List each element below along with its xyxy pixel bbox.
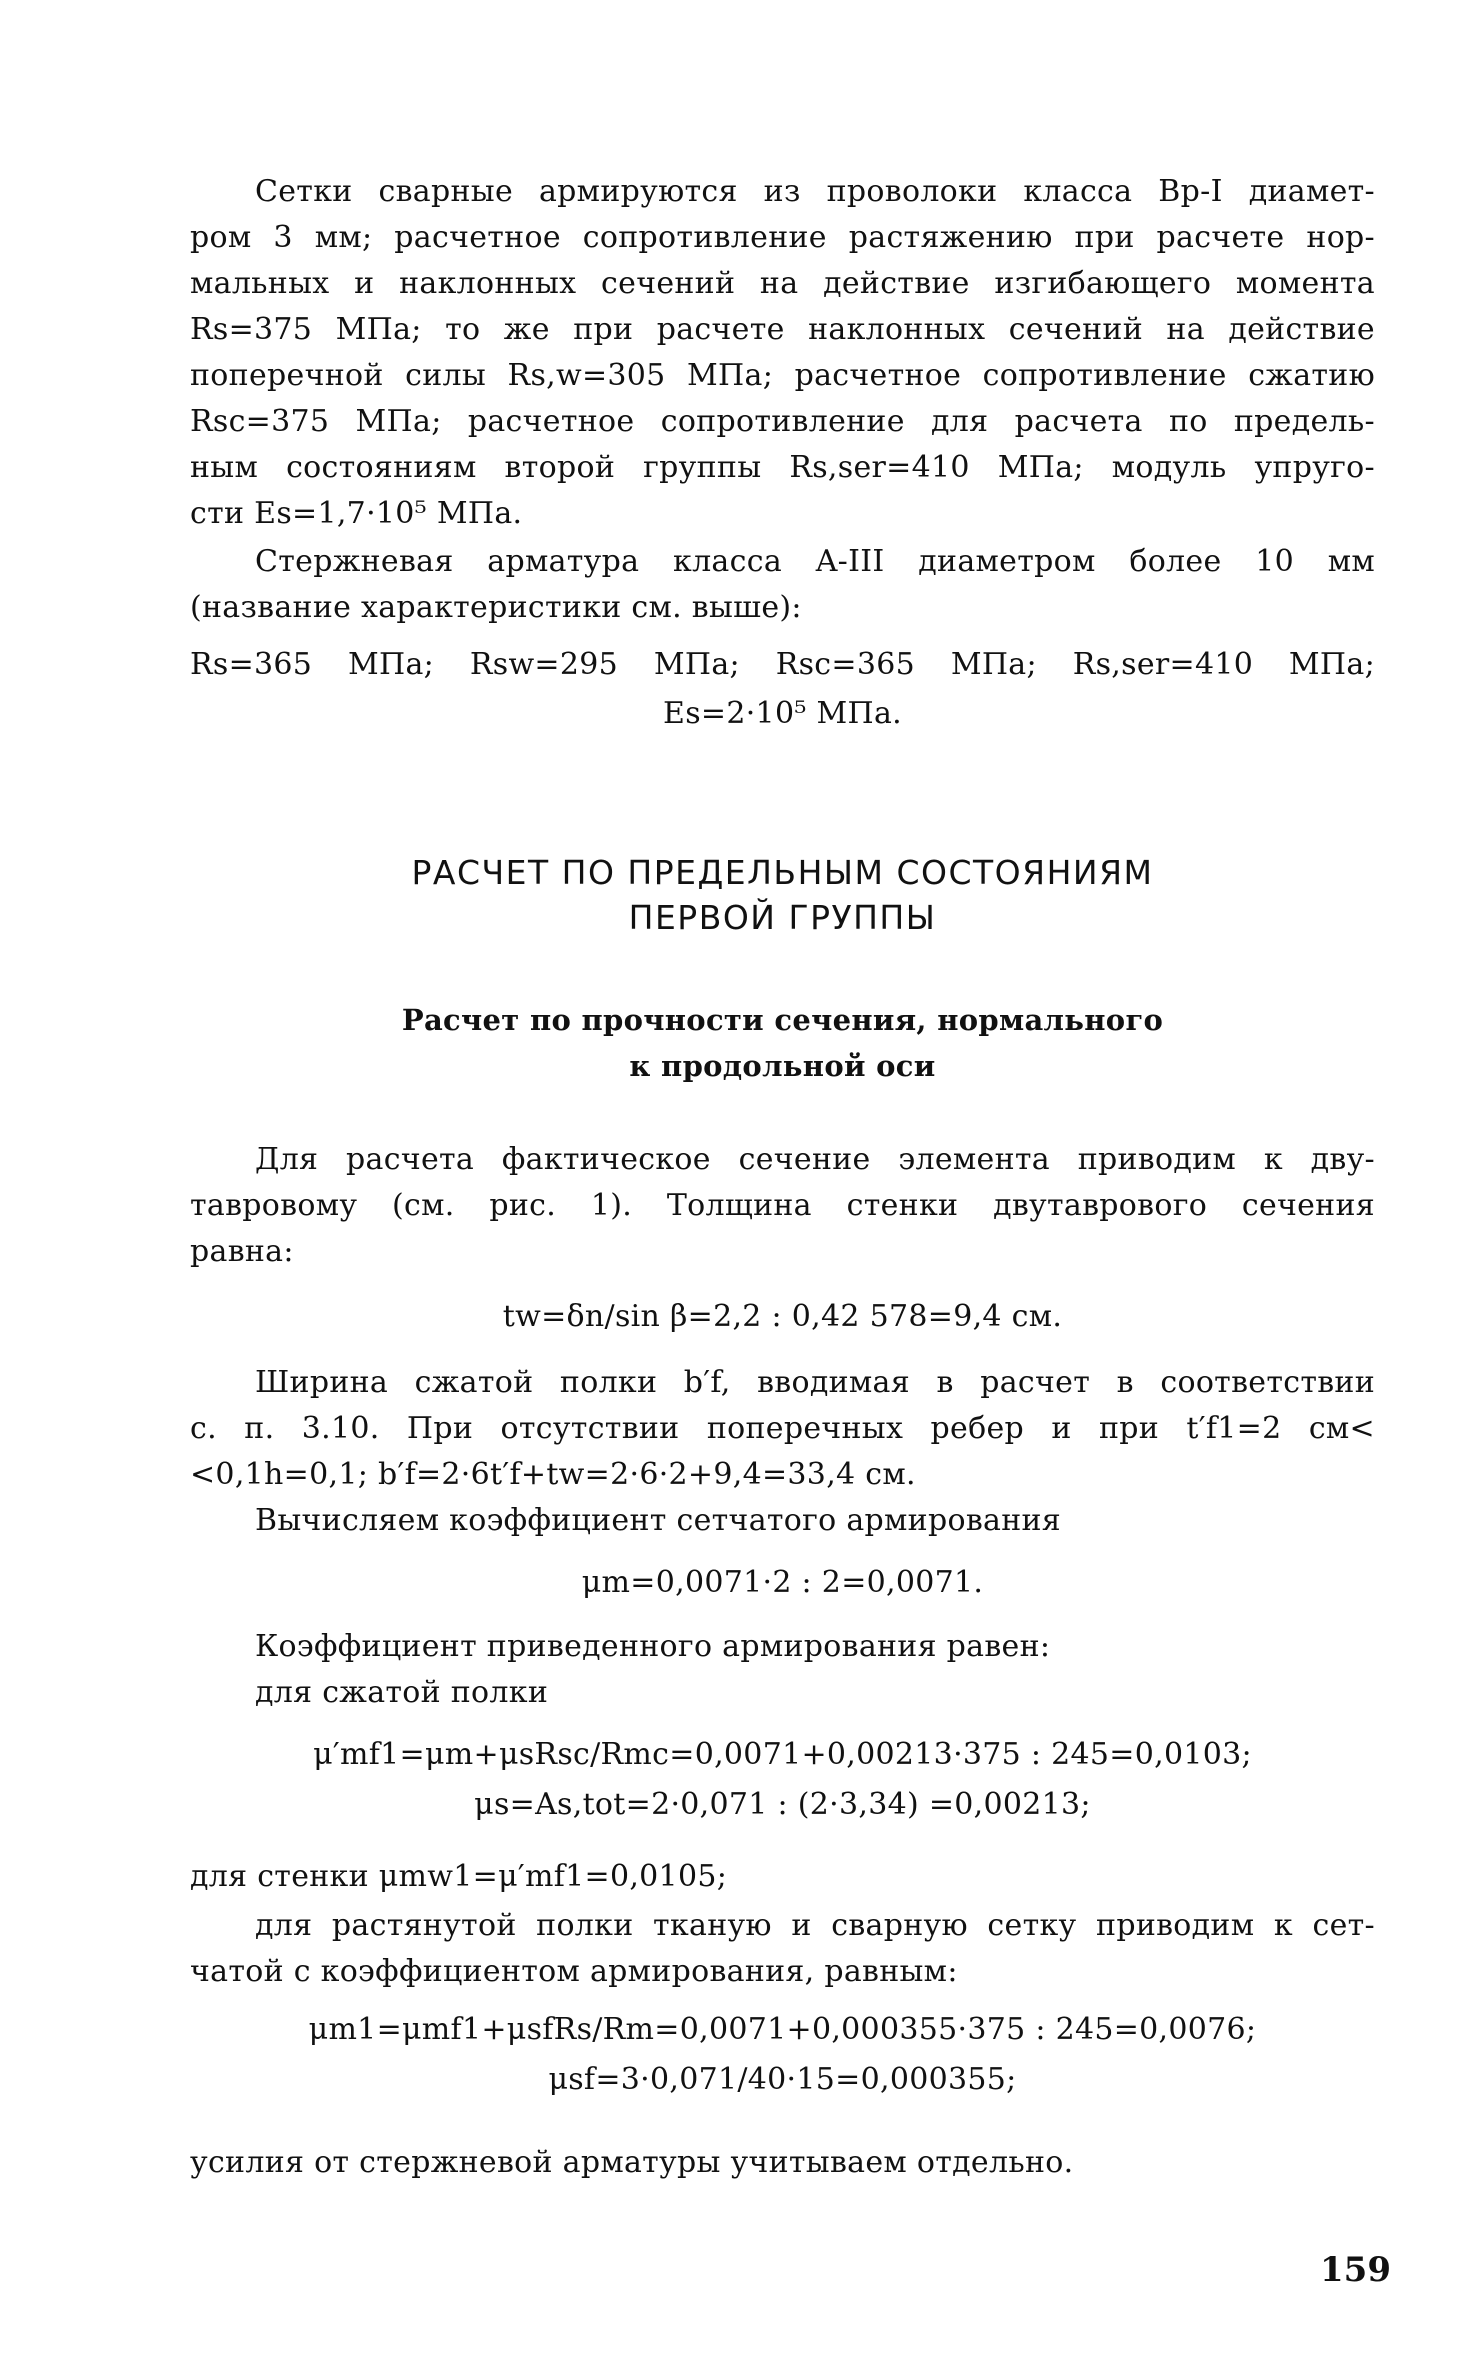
text-line: Rsc=375 МПа; расчетное сопротивление для расчета по предель- xyxy=(190,404,1375,439)
text-line: для стенки μmw1=μ′mf1=0,0105; xyxy=(190,1859,728,1894)
text-line: ром 3 мм; расчетное сопротивление растяжению при расчете нор- xyxy=(190,220,1375,255)
section-heading: ПЕРВОЙ ГРУППЫ xyxy=(628,898,937,937)
formula-line: Rs=365 МПа; Rsw=295 МПа; Rsc=365 МПа; Rs,ser=410 МПа; xyxy=(190,647,1375,682)
text-line: (название характеристики см. выше): xyxy=(190,590,802,625)
page-number: 159 xyxy=(1320,2250,1391,2290)
text-line: Стержневая арматура класса A-III диаметром более 10 мм xyxy=(255,544,1375,579)
section-heading: РАСЧЕТ ПО ПРЕДЕЛЬНЫМ СОСТОЯНИЯМ xyxy=(411,853,1154,892)
text-line: Коэффициент приведенного армирования равен: xyxy=(255,1629,1051,1664)
text-line: равна: xyxy=(190,1234,294,1269)
text-line: <0,1h=0,1; b′f=2·6t′f+tw=2·6·2+9,4=33,4 см. xyxy=(190,1457,916,1492)
formula-line: μm=0,0071·2 : 2=0,0071. xyxy=(581,1565,984,1600)
formula-line: μsf=3·0,071/40·15=0,000355; xyxy=(548,2062,1017,2097)
text-line: Ширина сжатой полки b′f, вводимая в расчет в соответствии xyxy=(255,1365,1375,1400)
formula-line: μs=As,tot=2·0,071 : (2·3,34) =0,00213; xyxy=(474,1787,1091,1822)
formula-line: μm1=μmf1+μsfRs/Rm=0,0071+0,000355·375 : 245=0,0076; xyxy=(308,2012,1257,2047)
text-line: для растянутой полки тканую и сварную сетку приводим к сет- xyxy=(255,1908,1375,1943)
subheading: к продольной оси xyxy=(629,1049,936,1083)
text-line: усилия от стержневой арматуры учитываем отдельно. xyxy=(190,2145,1074,2180)
subheading: Расчет по прочности сечения, нормального xyxy=(401,1003,1164,1037)
text-line: Сетки сварные армируются из проволоки класса Bp-I диамет- xyxy=(255,174,1375,209)
text-line: мальных и наклонных сечений на действие изгибающего момента xyxy=(190,266,1375,301)
text-line: для сжатой полки xyxy=(255,1675,549,1710)
text-line: поперечной силы Rs,w=305 МПа; расчетное сопротивление сжатию xyxy=(190,358,1375,393)
text-line: чатой с коэффициентом армирования, равным: xyxy=(190,1954,958,1989)
text-line: сти Es=1,7·10⁵ МПа. xyxy=(190,496,523,531)
text-line: Для расчета фактическое сечение элемента приводим к дву- xyxy=(255,1142,1375,1177)
text-line: Вычисляем коэффициент сетчатого армирования xyxy=(255,1503,1062,1538)
text-line: с. п. 3.10. При отсутствии поперечных ребер и при t′f1=2 см< xyxy=(190,1411,1375,1446)
formula-line: tw=δn/sin β=2,2 : 0,42 578=9,4 см. xyxy=(502,1299,1063,1334)
formula-line: Es=2·10⁵ МПа. xyxy=(663,696,902,731)
text-line: ным состояниям второй группы Rs,ser=410 МПа; модуль упруго- xyxy=(190,450,1375,485)
formula-line: μ′mf1=μm+μsRsc/Rmc=0,0071+0,00213·375 : 245=0,0103; xyxy=(313,1737,1252,1772)
text-line: Rs=375 МПа; то же при расчете наклонных сечений на действие xyxy=(190,312,1375,347)
text-line: тавровому (см. рис. 1). Толщина стенки двутаврового сечения xyxy=(190,1188,1375,1223)
